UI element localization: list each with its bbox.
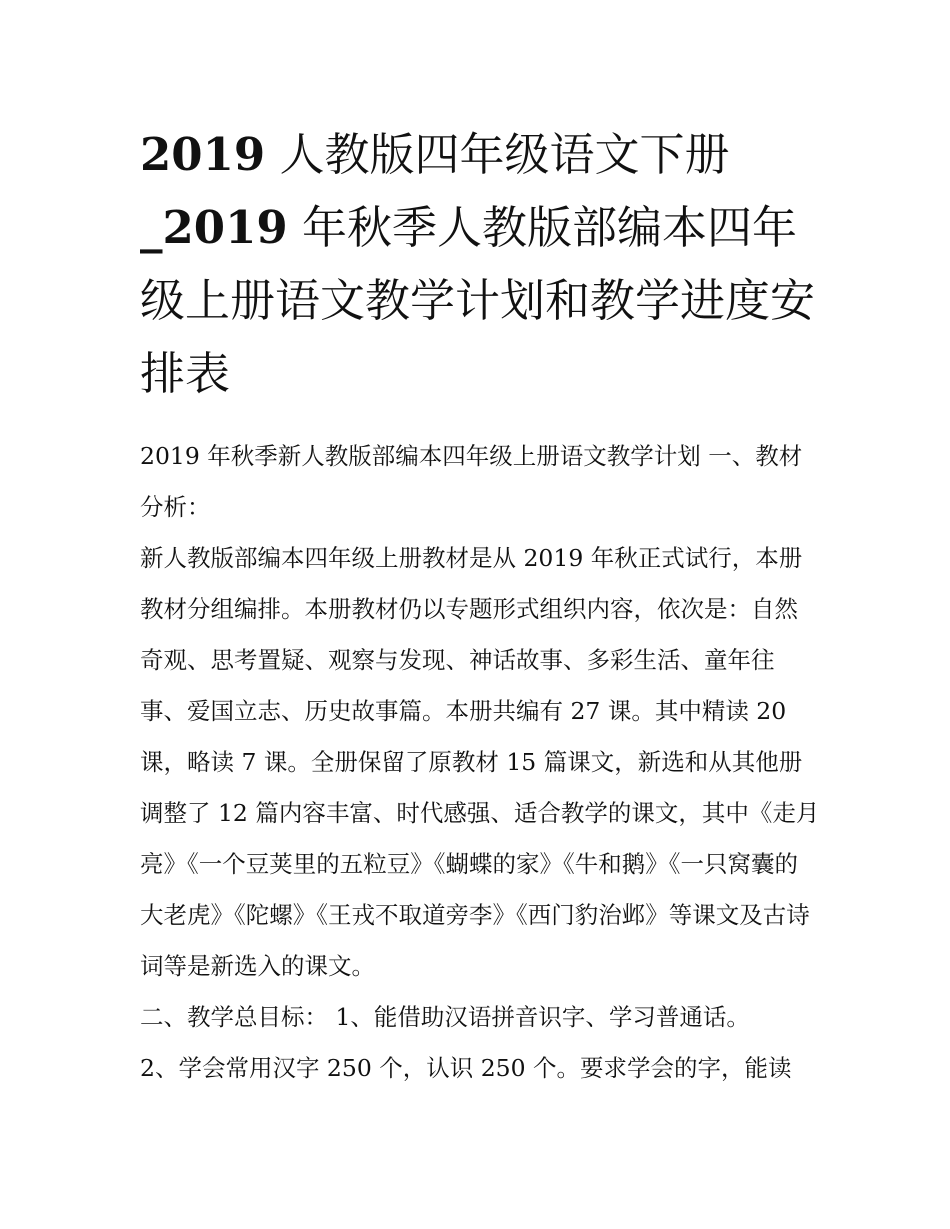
title-text-1: 人教版四年级语文下册	[265, 128, 730, 181]
document-title	[140, 118, 820, 410]
document-body	[140, 431, 820, 1094]
paragraph-plan-heading: 2019 年秋季新人教版部编本四年级上册语文教学计划 一、教材分析：	[140, 442, 803, 521]
paragraph-teaching-goals: 二、教学总目标： 1、能借助汉语拼音识字、学习普通话。	[140, 1003, 750, 1031]
paragraph-textbook-analysis: 新人教版部编本四年级上册教材是从 2019 年秋正式试行，本册教材分组编排。本册教材仍以专题形式组织内容，依次是：自然奇观、思考置疑、观察与发现、神话故事、多彩生活、童年往事、爱国立志、历史故事篇。本册共编有 27 课。其中精读 20 课，略读 7 课。全册保留了原教材 15 篇课文，新选和从其他册调整了 12 篇内容丰富、时代感强、适合教学的课文，其中《走月亮》《一个豆荚里的五粒豆》《蝴蝶的家》《牛和鹅》《一只窝囊的大老虎》《陀螺》《王戎不取道旁李》《西门豹治邺》等课文及古诗词等是新选入的课文。	[140, 544, 820, 980]
title-text-2: 年秋季人教版部编本四年级上册语文教学计划和教学进度安排表	[140, 201, 816, 400]
title-year-2: _2019	[140, 201, 288, 254]
paragraph-goal-2: 2、学会常用汉字 250 个，认识 250 个。要求学会的字，能读	[140, 1054, 792, 1082]
title-year-1: 2019	[140, 128, 266, 181]
